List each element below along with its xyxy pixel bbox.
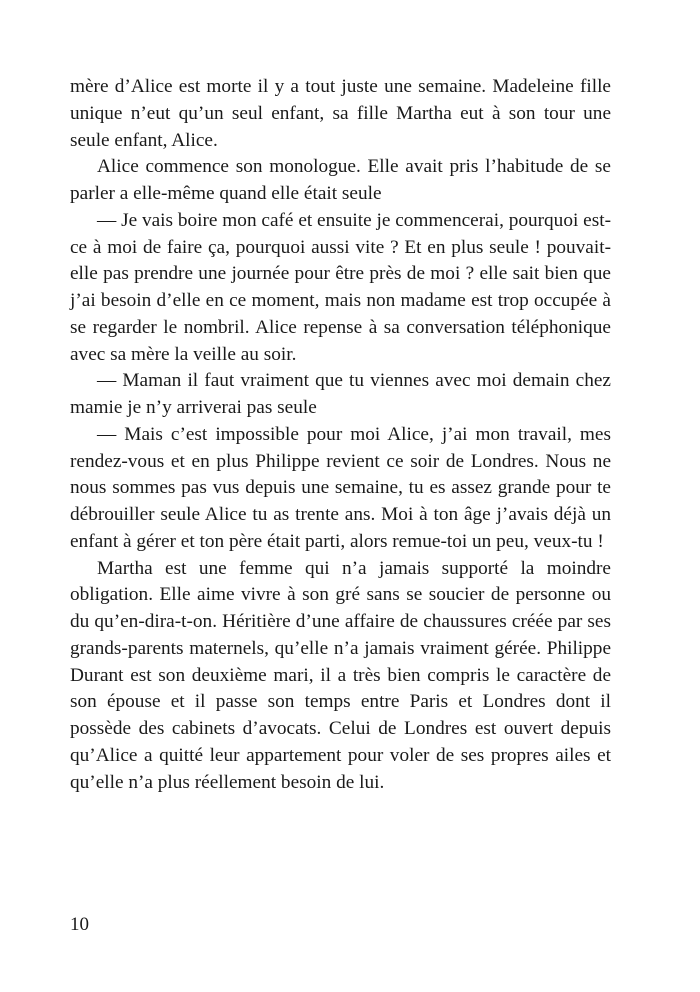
page-number: 10 [70,914,89,935]
paragraph-5: — Mais c’est impossible pour moi Alice, j’ai mon travail, mes rendez-vous et en plus Philippe revient ce soir de Londres. Nous ne nous sommes pas vus depuis une semaine, tu es assez grande pour te débrouiller seule Alice tu as trente ans. Moi à ton âge j’avais déjà un enfant à gérer et ton père était parti, alors remue-toi un peu, veux-tu ! [70,423,611,552]
paragraph-1: mère d’Alice est morte il y a tout juste une semaine. Madeleine fille unique n’eut qu’un seul enfant, sa fille Martha eut à son tour une seule enfant, Alice. [70,76,611,151]
paragraph-3: — Je vais boire mon café et ensuite je commencerai, pourquoi est-ce à moi de faire ça, pourquoi aussi vite ? Et en plus seule ! pouvait-elle pas prendre une journée pour être près de moi ? elle sait bien que j’ai besoin d’elle en ce moment, mais non madame est trop occupée à se regarder le nombril. Alice repense à sa conversation téléphonique avec sa mère la veille au soir. [70,209,611,365]
paragraph-6: Martha est une femme qui n’a jamais supporté la moindre obligation. Elle aime vivre à son gré sans se soucier de personne ou du qu’en-dira-t-on. Héritière d’une affaire de chaussures créée par ses grands-parents maternels, qu’elle n’a jamais vraiment gérée. Philippe Durant est son deuxième mari, il a très bien compris le caractère de son épouse et il passe son temps entre Paris et Londres dont il possède des cabinets d’avocats. Celui de Londres est ouvert depuis qu’Alice a quitté leur appartement pour voler de ses propres ailes et qu’elle n’a plus réellement besoin de lui. [70,557,611,793]
paragraph-2: Alice commence son monologue. Elle avait pris l’habitude de se parler a elle-même quand elle était seule [70,156,611,204]
body-text [70,74,611,796]
paragraph-4: — Maman il faut vraiment que tu viennes avec moi demain chez mamie je n’y arriverai pas seule [70,370,611,418]
